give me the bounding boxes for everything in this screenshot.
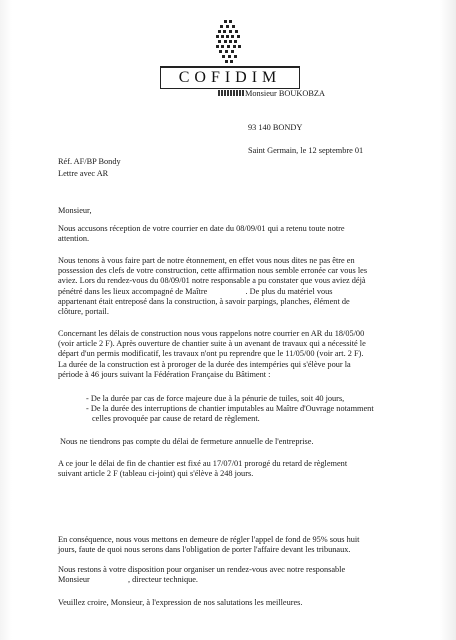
paragraph-3 [58,329,366,380]
list-item: - De la durée des interruptions de chantier imputables au Maître d'Ouvrage notamment [86,404,374,414]
text-line: période à 46 jours suivant la Fédération Française du Bâtiment : [58,369,271,379]
salutation: Monsieur, [58,206,92,215]
text-line: possession des clefs de votre construction, cette affirmation nous semble erronée car vous les [58,266,368,276]
text-line: appartenant était entreposé dans la construction, à savoir parpings, planches, élément de [58,296,350,306]
paragraph-6 [58,535,359,555]
recipient-city: 93 140 BONDY [248,123,303,132]
text-line: jours, faute de quoi nous serons dans l'obligation de porter l'affaire devant les tribunaux. [58,545,351,555]
text-line [58,575,345,585]
closing-line: Veuillez croire, Monsieur, à l'expression de nos salutations les meilleures. [58,598,303,607]
paragraph-4: Nous ne tiendrons pas compte du délai de fermeture annuelle de l'entreprise. [60,437,314,446]
text-line: Nous accusons réception de votre courrier en date du 08/09/01 qui a retenu toute notre [58,224,345,233]
text-line: clôture, portail. [58,307,109,317]
text-segment: . De plus du matériel vous [245,286,333,296]
paragraph-7 [58,565,345,585]
text-line: suivant article 2 F (tableau ci-joint) qui s'élève à 248 jours. [58,469,254,479]
text-segment: Monsieur [58,575,90,585]
text-line: Concernant les délais de construction nous vous rappelons notre courrier en AR du 18/05/00 [58,329,365,338]
cofidim-logo-icon [210,18,246,68]
company-logo: COFIDIM [160,66,300,89]
text-line: Nous restons à votre disposition pour organiser un rendez-vous avec notre responsable [58,565,346,574]
text-line: départ d'un permis modificatif, les travaux n'ont pu reprendre que le 11/05/00 (voir art. 2 F). [58,349,364,359]
text-line: La durée de la construction est à proroger de la durée des intempéries qui s'élève pour la [58,359,351,369]
date-line: Saint Germain, le 12 septembre 01 [248,146,364,155]
recipient-name: Monsieur BOUKOBZA [245,89,325,98]
text-segment: , directeur technique. [127,575,198,585]
list-item: celles provoquée par cause de retard de règlement. [92,414,260,424]
text-line: Nous tenons à vous faire part de notre étonnement, en effet vous nous dites ne pas être en [58,256,355,265]
text-line: attention. [58,234,90,244]
paragraph-1 [58,224,345,244]
text-line: (voir article 2 F). Après ouverture de chantier suite à un avenant de travaux qui a nécessité le [58,339,366,349]
logo-underline-mark [218,90,244,96]
text-segment: pénétré dans les lieux accompagné de Maître [58,286,208,296]
text-line [58,287,367,297]
text-line: A ce jour le délai de fin de chantier est fixé au 17/07/01 prorogé du retard de règlement [58,459,348,468]
reference-line: Réf. AF/BP Bondy [58,157,121,166]
list-item: - De la durée par cas de force majeure due à la pénurie de tuiles, soit 40 jours, [86,394,345,403]
text-line: aviez. Lors du rendez-vous du 08/09/01 notre responsable a pu constater que vous aviez déjà [58,276,366,286]
text-line: En conséquence, nous vous mettons en demeure de régler l'appel de fond de 95% sous huit [58,535,360,544]
paragraph-2 [58,256,367,317]
paragraph-5 [58,459,347,479]
reference-note: Lettre avec AR [58,169,109,178]
bullet-list [86,394,374,425]
